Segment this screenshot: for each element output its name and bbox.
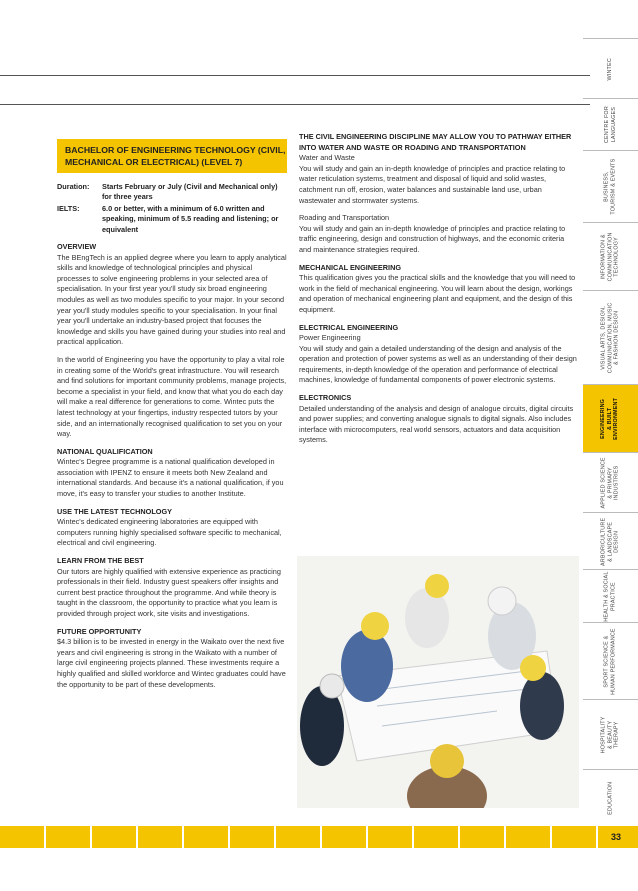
section-side-tabs: [583, 0, 638, 826]
side-tab[interactable]: [583, 384, 638, 453]
meta-label: IELTS:: [57, 203, 80, 213]
section-heading: ELECTRICAL ENGINEERING: [299, 322, 399, 332]
side-tab-label: APPLIED SCIENCE & PRIMARY INDUSTRIES: [600, 457, 620, 509]
section-heading: NATIONAL QUALIFICATION: [57, 446, 153, 456]
section-heading: LEARN FROM THE BEST: [57, 556, 144, 566]
section-subheading: Water and Waste: [299, 153, 355, 163]
programme-title-box: [57, 139, 287, 173]
meta-value: 6.0 or better, with a minimum of 6.0 written and speaking, minimum of 5.5 reading and listening; or equivalent: [102, 203, 279, 234]
side-tab-label: HOSPITALITY & BEAUTY THERAPY: [600, 716, 620, 754]
engineers-photo: [297, 556, 579, 808]
top-rule-2: [0, 104, 590, 105]
section-text: Wintec's dedicated engineering laboratories are equipped with computers running highly specialised software specific to mechanical, electrical and civil engineering.: [57, 517, 282, 548]
side-tab-label: ENGINEERING & BUILT ENVIRONMENT: [600, 397, 620, 441]
meta-duration: [57, 182, 287, 203]
section-text: Our tutors are highly qualified with extensive experience as practicing professionals in their field. Industry guest speakers offer insights and current best practice throughout the programme. And while theory is taught in the classroom, the opportunity to practice what you learn is provided through project work, site visits and investigations.: [57, 566, 281, 618]
programme-title: BACHELOR OF ENGINEERING TECHNOLOGY (CIVIL, MECHANICAL OR ELECTRICAL) (LEVEL 7): [65, 145, 286, 167]
section-text: This qualification gives you the practical skills and the knowledge that you will need to work in the field of mechanical engineering. You will learn about the design, workings and operation of mechanical engineering plant and equipment, and the design of this equipment.: [299, 273, 576, 314]
section-heading: USE THE LATEST TECHNOLOGY: [57, 506, 172, 516]
top-rule-1: [0, 75, 590, 76]
side-tab-label: VISUAL ARTS, DESIGN, COMMUNICATION, MUSIC & FASHION DESIGN: [600, 302, 620, 374]
meta-label: Duration:: [57, 182, 90, 191]
side-tab[interactable]: [583, 452, 638, 513]
section-text: You will study and gain an in-depth knowledge of principles and practice relating to traffic engineering, design and construction of highways, and the economic criteria and maintenance strategies required.: [299, 223, 566, 254]
section-text: You will study and gain an in-depth knowledge of principles and practice relating to water reticulation systems, treatment and disposal of liquid and solid wastes, catchment run off, erosion, water balances and sustainable land use, urban wastewater and stormwater systems.: [299, 163, 566, 205]
left-column: [57, 242, 287, 697]
side-tab[interactable]: [583, 622, 638, 700]
side-tab[interactable]: [583, 222, 638, 291]
section-text: In the world of Engineering you have the opportunity to play a vital role in creating some of the World's great infrastructure. You will research and find solutions for important community problems, manage projects, become a specialist in your field, and know that what you do each day will make a real difference for generations to come. Wintec puts the latest technology at your fingertips, industry respected tutors by your side, and an internationally recognised qualification to set you on your way.: [57, 354, 287, 439]
section-text: The BEngTech is an applied degree where you learn to apply analytical skills and knowledge of technological principles and physical processes to solve engineering problems in your selected area of specialisation. In your first year you'll study six broad engineering modules as well as two modules specific to your major. In your second year you'll study modules specific to your specialisation. In your final year you'll undertake an industry-based project that focuses the knowledge and skills you have gained during your studies into real and practical application.: [57, 252, 287, 347]
side-tab-label: ARBORICULTURE & LANDSCAPE DESIGN: [600, 517, 620, 566]
right-column: [299, 132, 577, 453]
page-number: 33: [610, 832, 621, 842]
side-tab[interactable]: [583, 769, 638, 827]
meta-ielts: [57, 204, 287, 235]
programme-meta: [57, 182, 287, 235]
section-heading: MECHANICAL ENGINEERING: [299, 262, 402, 272]
side-tab[interactable]: [583, 290, 638, 385]
section-text: $4.3 billion is to be invested in energy in the Waikato over the next five years and civil engineering is strong in the Waikato with a number of large civil engineering projects planned. These investments require a highly qualified and skilled workforce and Wintec graduates could have the opportunity to be part of these developments.: [57, 637, 286, 689]
side-tab-label: CENTRE FOR LANGUAGES: [603, 106, 617, 144]
section-text: You will study and gain a detailed understanding of the design and analysis of the operation and protection of power systems as well as an understanding of their design requirements, in-depth knowledge of the operation and performance of electrical machines, knowledge of fundamental components of power electronic systems.: [299, 343, 577, 385]
footer-accent-strip: [0, 826, 638, 848]
side-tab[interactable]: [583, 569, 638, 623]
side-tab-label: HEALTH & SOCIAL PRACTICE: [603, 571, 617, 622]
side-tab-label: SPORT SCIENCE & HUMAN PERFORMANCE: [603, 628, 617, 695]
section-text: Detailed understanding of the analysis and design of analogue circuits, digital circuits and power supplies; and converting analogue signals to digital signals. Also includes interface with microcomputers, real world sensors, actuators and data acquisition systems.: [299, 403, 574, 445]
side-tab[interactable]: [583, 699, 638, 770]
side-tab[interactable]: [583, 512, 638, 570]
side-tab-label: INFORMATION & COMMUNICATION TECHNOLOGY: [600, 232, 620, 282]
section-text: Wintec's Degree programme is a national qualification developed in association with IPENZ to ensure it meets both New Zealand and international standards. And because it's a national qualification, if you move, it's easy to transfer your studies to another Institute.: [57, 457, 284, 499]
side-tab[interactable]: [583, 150, 638, 223]
engineers-illustration: [297, 556, 579, 808]
side-tab-label: BUSINESS, TOURISM & EVENTS: [603, 158, 617, 216]
section-heading: THE CIVIL ENGINEERING DISCIPLINE MAY ALLOW YOU TO PATHWAY EITHER INTO WATER AND WASTE OR ROADING AND TRANSPORTATION: [299, 132, 572, 152]
side-tab-label: EDUCATION: [607, 781, 614, 816]
section-heading: OVERVIEW: [57, 242, 97, 251]
side-tab[interactable]: [583, 98, 638, 151]
side-tab[interactable]: [583, 38, 638, 99]
section-subheading: Roading and Transportation: [299, 213, 390, 223]
section-heading: FUTURE OPPORTUNITY: [57, 626, 142, 636]
side-tab-label: WINTEC: [607, 57, 614, 81]
section-subheading: Power Engineering: [299, 333, 361, 343]
meta-value: Starts February or July (Civil and Mechanical only) for three years: [102, 182, 278, 202]
section-heading: ELECTRONICS: [299, 393, 352, 403]
